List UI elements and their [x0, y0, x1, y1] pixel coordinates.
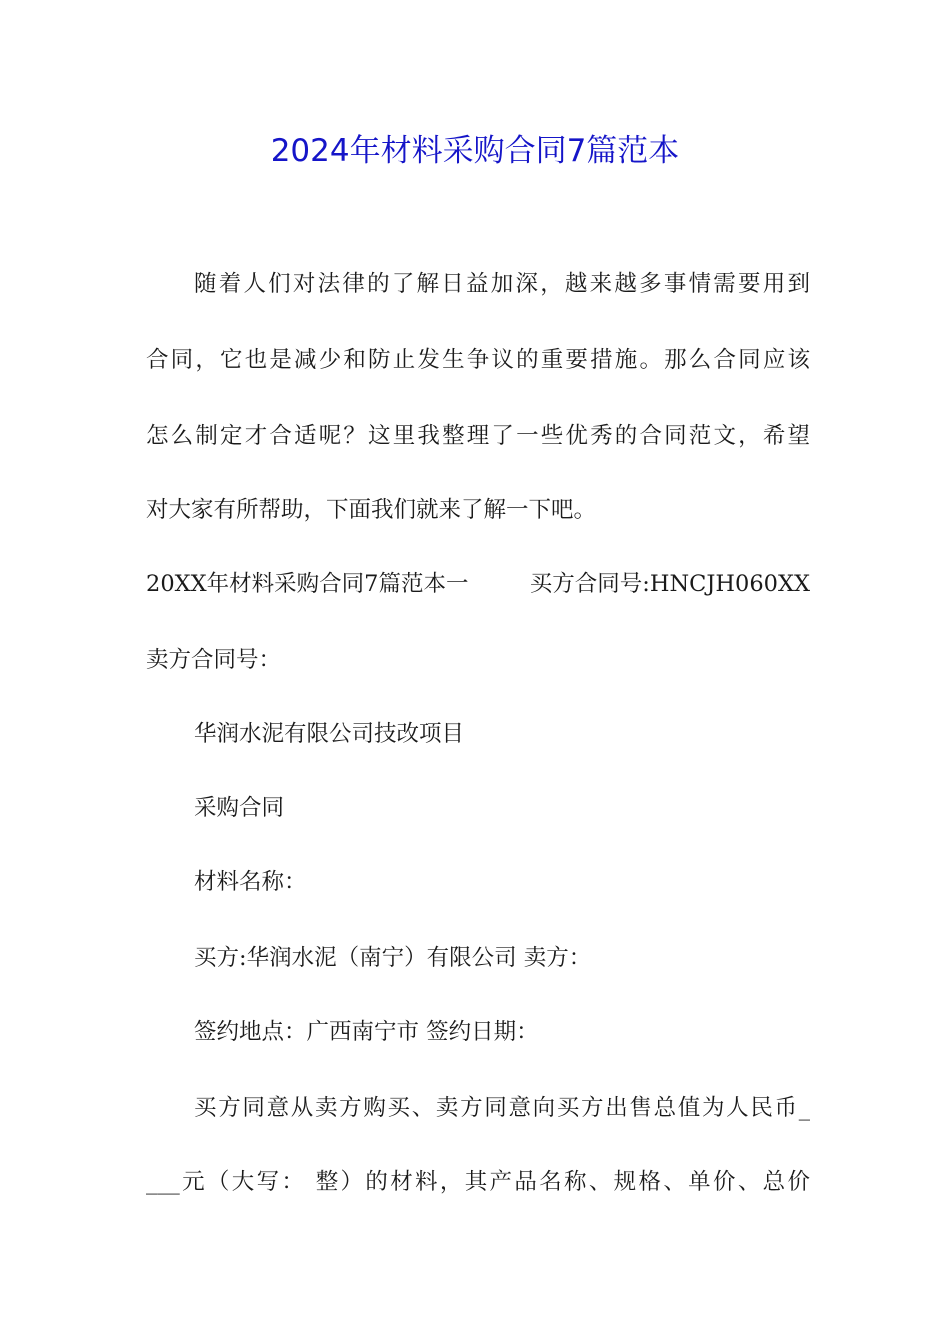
contract-heading: 20XX年材料采购合同7篇范本一 [146, 571, 469, 597]
parties-line: 买方:华润水泥（南宁）有限公司 卖方： [194, 945, 592, 971]
signing-line: 签约地点：广西南宁市 签约日期： [194, 1019, 539, 1045]
paragraph-line: 买方同意从卖方购买、卖方同意向买方出售总值为人民币_ [194, 1095, 810, 1121]
paragraph-line: 怎么制定才合适呢？这里我整理了一些优秀的合同范文，希望 [146, 423, 810, 449]
contract-heading-line [146, 566, 810, 602]
document-title: 2024年材料采购合同7篇范本 [270, 133, 680, 169]
paragraph-line: ___元（大写： 整）的材料，其产品名称、规格、单价、总价 [146, 1169, 810, 1195]
buyer-contract-number: 买方合同号:HNCJH060XX [529, 571, 810, 597]
project-name: 华润水泥有限公司技改项目 [194, 721, 465, 747]
contract-type: 采购合同 [194, 795, 285, 821]
paragraph-line: 对大家有所帮助，下面我们就来了解一下吧。 [146, 497, 597, 523]
paragraph-line: 随着人们对法律的了解日益加深，越来越多事情需要用到 [194, 271, 810, 297]
paragraph-line: 合同，它也是减少和防止发生争议的重要措施。那么合同应该 [146, 347, 810, 373]
material-name: 材料名称： [194, 869, 307, 895]
seller-contract-number: 卖方合同号： [146, 647, 282, 673]
